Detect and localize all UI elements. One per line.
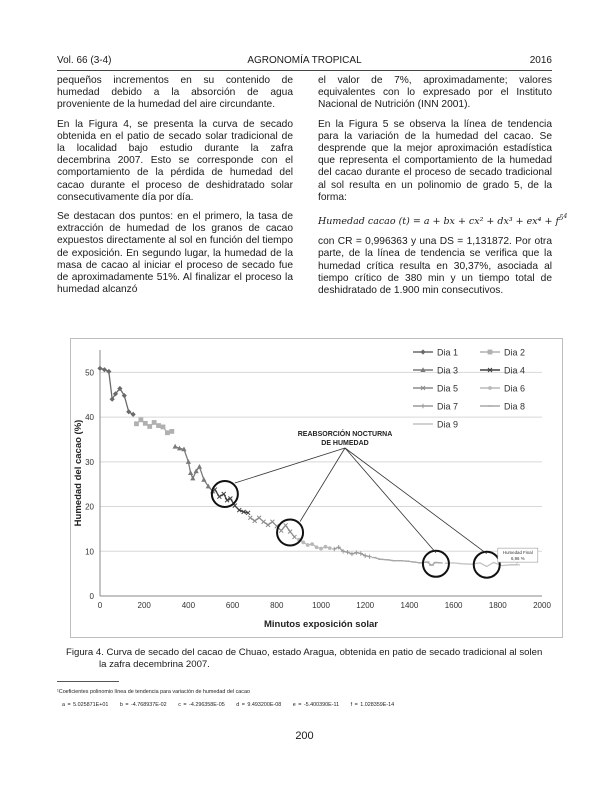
legend-item-dia-5-label: Dia 5 bbox=[437, 383, 459, 394]
legend-item-dia-2-label: Dia 2 bbox=[504, 347, 526, 358]
legend-item-dia-8-label: Dia 8 bbox=[504, 401, 526, 412]
coefficient: e = -5.400390E-11 bbox=[292, 702, 340, 708]
x-tick-label: 2000 bbox=[533, 601, 551, 610]
paragraph: En la Figura 5 se observa la línea de tendencia para la variación de la humedad del cacao. Se desprende que la mejor aproximación estadística que representa el comportamiento de la humedad del cacao durante el proceso de secado tradicional al sol resulta en un polinomio de grado 5, de la forma: bbox=[318, 118, 552, 203]
annotation-label: REABSORCIÓN NOCTURNA bbox=[297, 431, 393, 438]
series-dia-2-point bbox=[138, 417, 143, 422]
y-tick-label: 50 bbox=[85, 368, 94, 378]
caption-line: la zafra decembrina 2007. bbox=[99, 658, 210, 670]
x-tick-label: 1000 bbox=[312, 601, 330, 610]
x-axis-label: Minutos exposición solar bbox=[263, 619, 379, 630]
y-axis-label: Humedad del cacao (%) bbox=[73, 419, 84, 527]
running-header bbox=[57, 55, 552, 69]
coefficient: b = -4.768937E-02 bbox=[119, 702, 167, 708]
annotation-label: DE HUMEDAD bbox=[321, 440, 369, 447]
x-tick-label: 0 bbox=[97, 601, 103, 610]
y-tick-label: 10 bbox=[85, 547, 94, 557]
footnote-coefficients bbox=[62, 702, 403, 708]
chart-border bbox=[71, 339, 563, 638]
x-tick-label: 1600 bbox=[444, 601, 463, 610]
volume-label: Vol. 66 (3-4) bbox=[57, 55, 112, 66]
left-column bbox=[57, 75, 293, 303]
x-tick-label: 600 bbox=[225, 601, 240, 610]
final-humidity-label: 6,96 % bbox=[510, 556, 525, 562]
y-tick-label: 20 bbox=[85, 502, 94, 512]
right-column bbox=[318, 75, 568, 304]
legend-item-dia-7-label: Dia 7 bbox=[437, 401, 459, 412]
page-number: 200 bbox=[295, 730, 314, 742]
x-tick-label: 1800 bbox=[488, 601, 507, 610]
coefficient: a = 5.025871E+01 bbox=[62, 702, 109, 708]
series-dia-6-point bbox=[324, 545, 328, 549]
series-dia-6-point bbox=[310, 542, 314, 546]
x-tick-label: 1200 bbox=[356, 601, 375, 610]
y-tick-label: 30 bbox=[85, 457, 94, 467]
series-dia-2-point bbox=[161, 425, 166, 430]
polynomial-formula bbox=[318, 211, 568, 228]
final-humidity-label: Humedad Final bbox=[502, 550, 533, 556]
series-dia-6-point bbox=[315, 545, 319, 549]
x-tick-label: 1400 bbox=[400, 601, 419, 610]
y-tick-label: 0 bbox=[89, 592, 94, 601]
footnote-marker: 4 bbox=[563, 213, 568, 221]
figure-caption bbox=[66, 647, 556, 670]
coefficient: f = 1.028359E-14 bbox=[350, 702, 395, 708]
legend-item-dia-9-label: Dia 9 bbox=[437, 419, 459, 430]
coefficient: c = -4.296358E-05 bbox=[178, 702, 225, 708]
legend-item-dia-4-label: Dia 4 bbox=[504, 365, 526, 376]
legend-item-dia-1-label: Dia 1 bbox=[437, 347, 459, 358]
caption-line: Figura 4. Curva de secado del cacao de Chuao, estado Aragua, obtenida en patio de secado tradicional al solen bbox=[66, 647, 543, 658]
paragraph: En la Figura 4, se presenta la curva de secado obtenida en el patio de secado solar tradicional de la localidad bajo estudio durante la zafra decembrina 2007. Esto se corresponde con el comportamiento de la pérdida de humedad del cacao durante el proceso de deshidratado solar consecutivamente día por día. bbox=[57, 118, 293, 203]
chart-svg bbox=[70, 338, 563, 638]
series-dia-2-point bbox=[147, 424, 152, 429]
journal-title: AGRONOMÍA TROPICAL bbox=[247, 55, 362, 66]
drying-curve-chart bbox=[70, 338, 563, 638]
formula-text: Humedad cacao (t) = a + bx + cx² + dx³ + ex⁴ + f bbox=[318, 216, 559, 228]
legend-item-dia-6-marker bbox=[488, 386, 492, 390]
series-dia-6-point bbox=[319, 547, 323, 551]
legend-item-dia-2-marker bbox=[488, 350, 493, 355]
series-dia-2-point bbox=[165, 430, 170, 435]
series-dia-2-point bbox=[152, 420, 157, 425]
paragraph: pequeños incrementos en su contenido de humedad debido a la absorción de agua proveniente de la humedad del aire circundante. bbox=[57, 75, 293, 111]
x-tick-label: 200 bbox=[137, 601, 151, 610]
series-dia-6-point bbox=[306, 543, 310, 547]
series-dia-2-point bbox=[156, 423, 161, 428]
year-label: 2016 bbox=[529, 55, 552, 66]
coefficient: d = 9.493200E-08 bbox=[236, 702, 282, 708]
formula-exponent: 5 bbox=[558, 213, 564, 222]
series-dia-6-point bbox=[328, 546, 332, 550]
footnote-rule bbox=[57, 681, 119, 682]
paragraph: Se destacan dos puntos: en el primero, la tasa de extracción de humedad de los granos de cacao expuestos directamente al sol en función del tiempo de exposición. En segundo lugar, la humedad de la masa de cacao al iniciar el proceso de secado fue de aproximadamente 51%. Al finalizar el proceso la humedad alcanzó bbox=[57, 211, 293, 296]
series-dia-6-point bbox=[301, 540, 305, 544]
legend-item-dia-6-label: Dia 6 bbox=[504, 383, 526, 394]
header-rule bbox=[57, 70, 552, 71]
x-tick-label: 400 bbox=[181, 601, 196, 610]
paragraph: el valor de 7%, aproximadamente; valores equivalentes con lo expresado por el Instituto Nacional de Nutrición (INN 2001). bbox=[318, 75, 552, 111]
y-tick-label: 40 bbox=[85, 413, 94, 423]
paragraph: con CR = 0,996363 y una DS = 1,131872. Por otra parte, de la línea de tendencia se verifica que la humedad crítica resulta en 30,37%, asociada al tiempo crítico de 380 min y un tiempo total de deshidratado de 1.900 min consecutivos. bbox=[318, 236, 552, 297]
footnote-title: ¹Coeficientes polinomio línea de tendencia para variación de humedad del cacao bbox=[57, 689, 250, 695]
legend-item-dia-3-label: Dia 3 bbox=[437, 365, 459, 376]
x-tick-label: 800 bbox=[270, 601, 284, 610]
series-dia-2-point bbox=[169, 429, 174, 434]
series-dia-2-point bbox=[134, 421, 139, 426]
series-dia-2-point bbox=[143, 421, 148, 426]
